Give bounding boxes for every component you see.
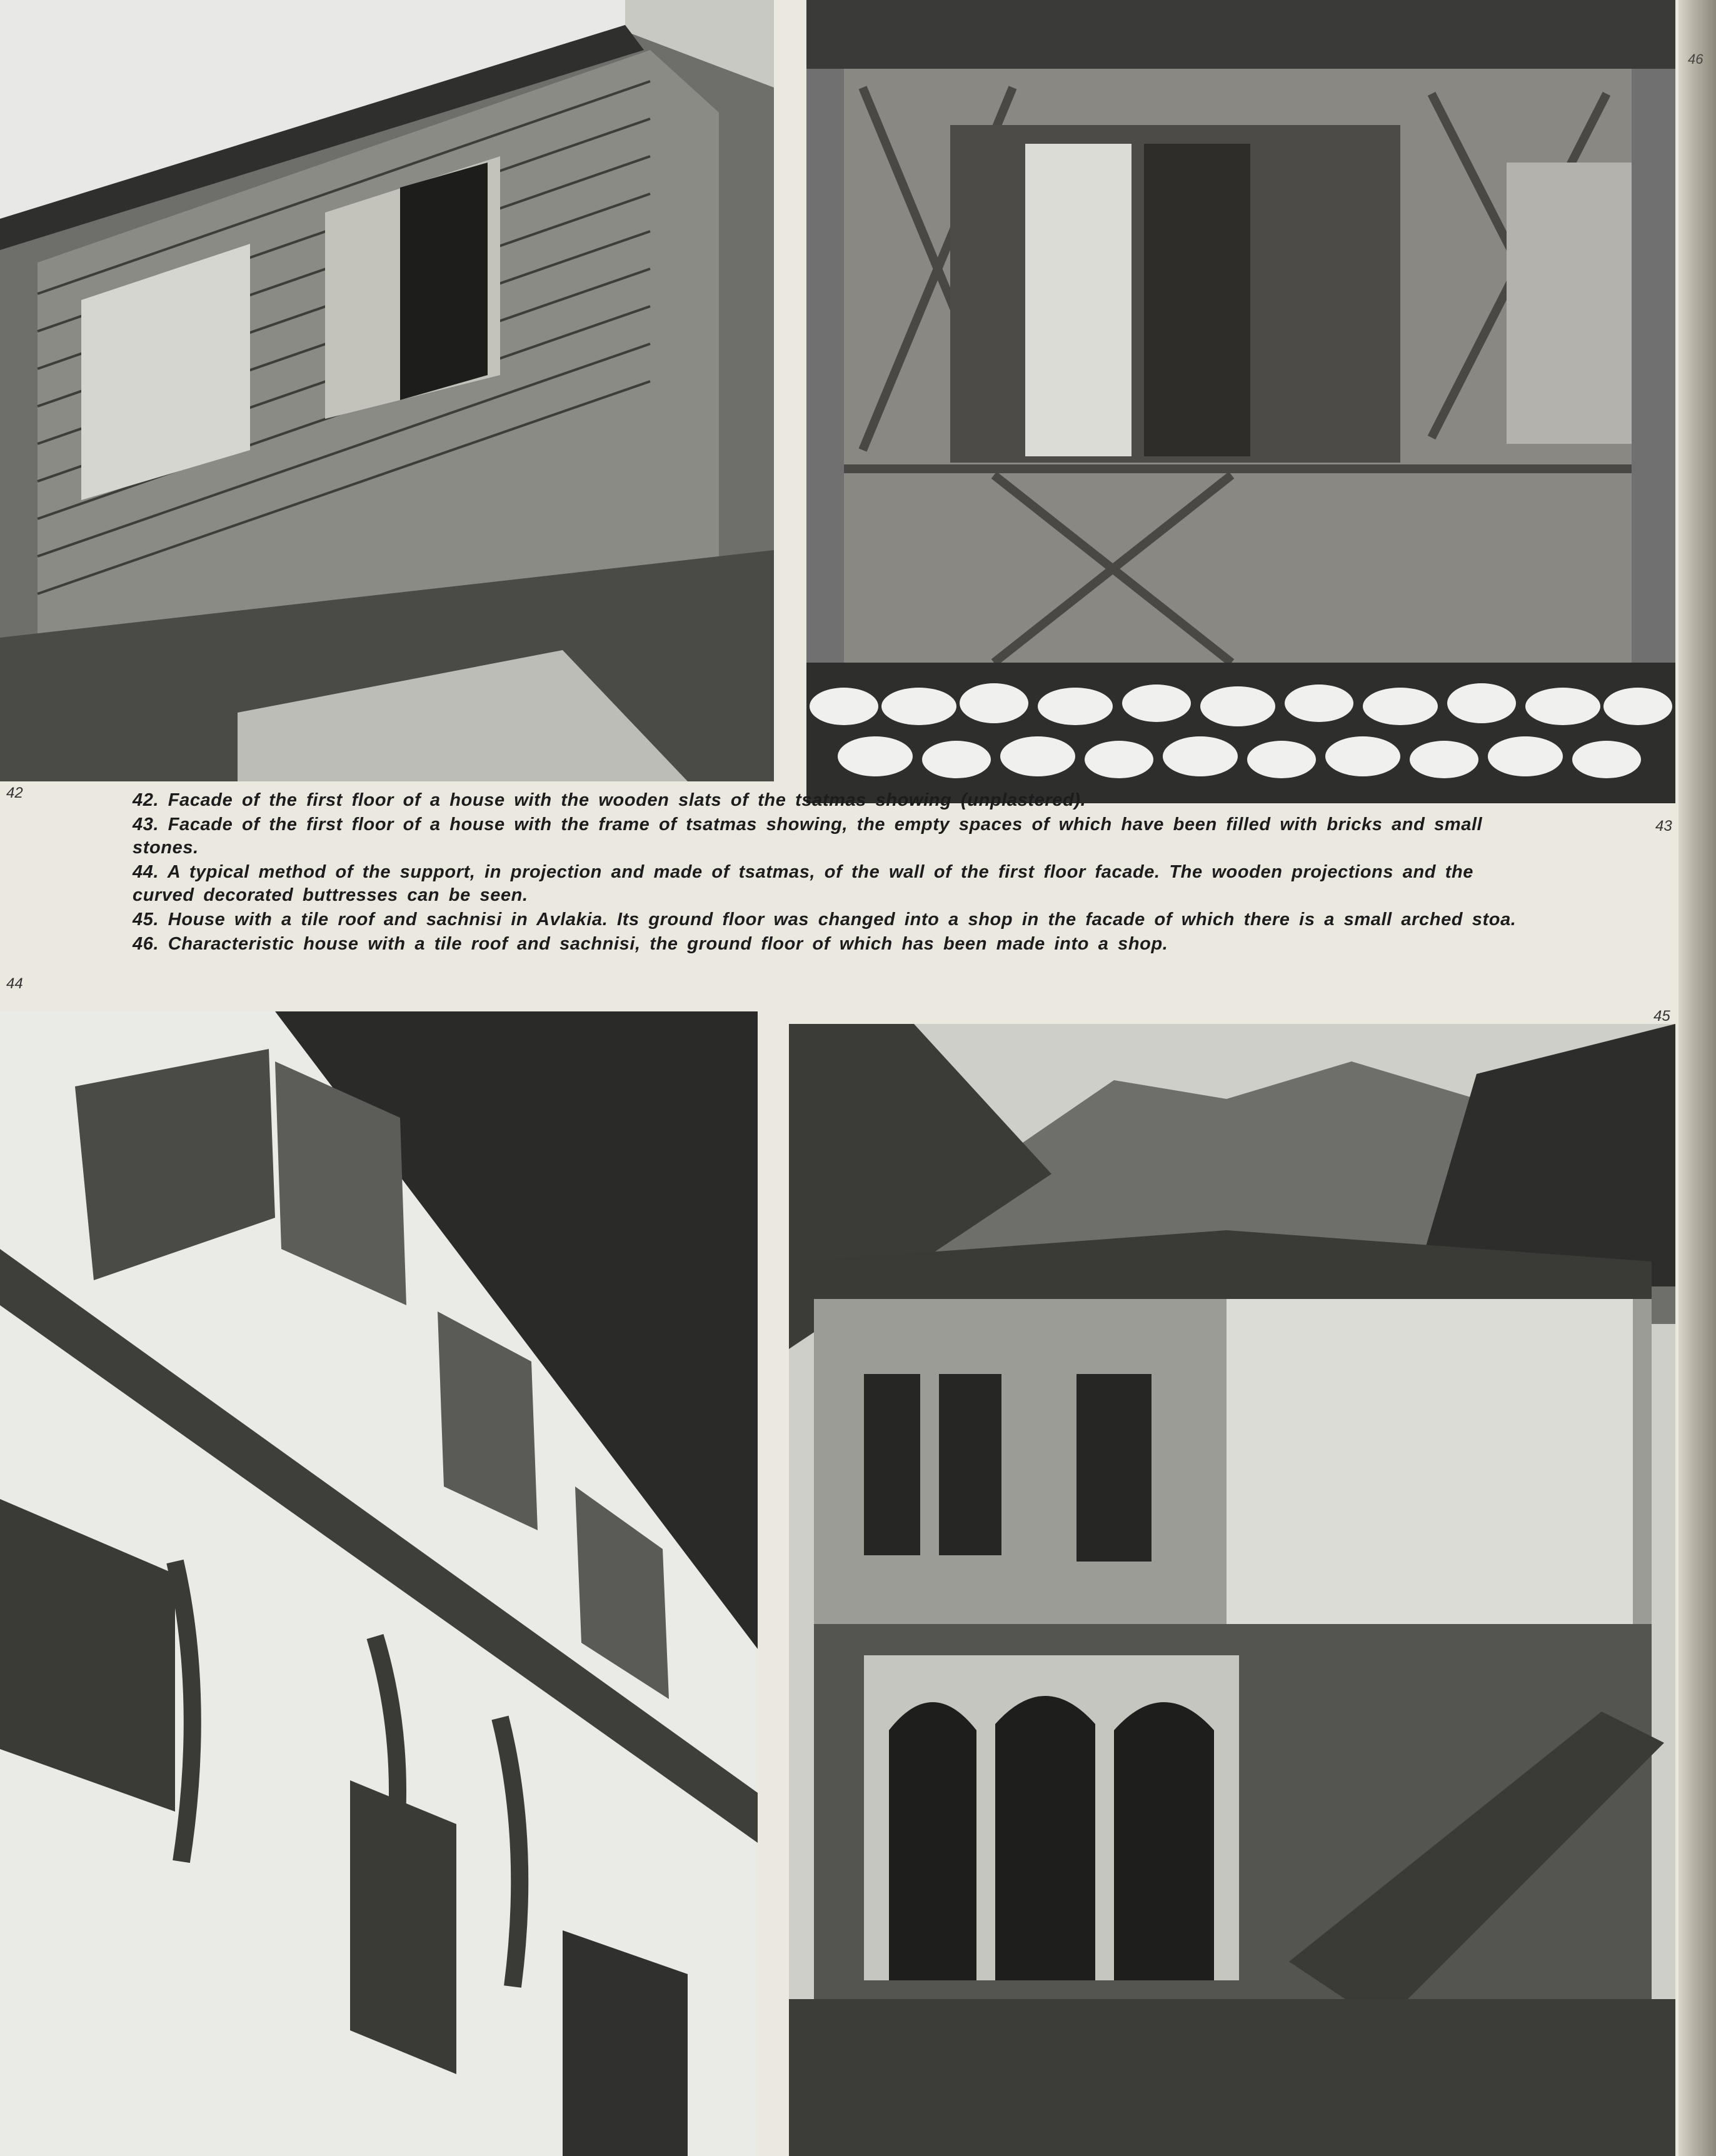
photo-number-44: 44	[6, 975, 23, 992]
photo-42-wooden-slat-facade	[0, 0, 774, 781]
photo-number-46: 46	[1688, 51, 1703, 67]
caption-44: 44. A typical method of the support, in projection and made of tsatmas, of the wall of the first floor facade. The wooden projections and the curved decorated buttresses can be seen.	[133, 862, 1474, 905]
photo-44-plastered-facade-buttresses	[0, 1011, 758, 2156]
photo-number-43: 43	[1655, 818, 1672, 835]
photo-number-45: 45	[1653, 1008, 1670, 1025]
captions-block	[133, 789, 1533, 957]
caption-43: 43. Facade of the first floor of a house with the frame of tsatmas showing, the empty spaces of which have been filled with bricks and small stones.	[133, 815, 1483, 858]
caption-46: 46. Characteristic house with a tile roof and sachnisi, the ground floor of which has been made into a shop.	[133, 934, 1168, 954]
caption-42: 42. Facade of the first floor of a house with the wooden slats of the tsatmas showing (unplastered).	[133, 790, 1086, 810]
photo-45-house-arched-stoa	[789, 1024, 1675, 2156]
photo-43-timber-frame-facade	[806, 0, 1675, 803]
caption-45: 45. House with a tile roof and sachnisi in Avlakia. Its ground floor was changed into a shop in the facade of which there is a small arched stoa.	[133, 910, 1517, 930]
page-edge	[1678, 0, 1716, 2156]
photo-number-42: 42	[6, 785, 23, 801]
